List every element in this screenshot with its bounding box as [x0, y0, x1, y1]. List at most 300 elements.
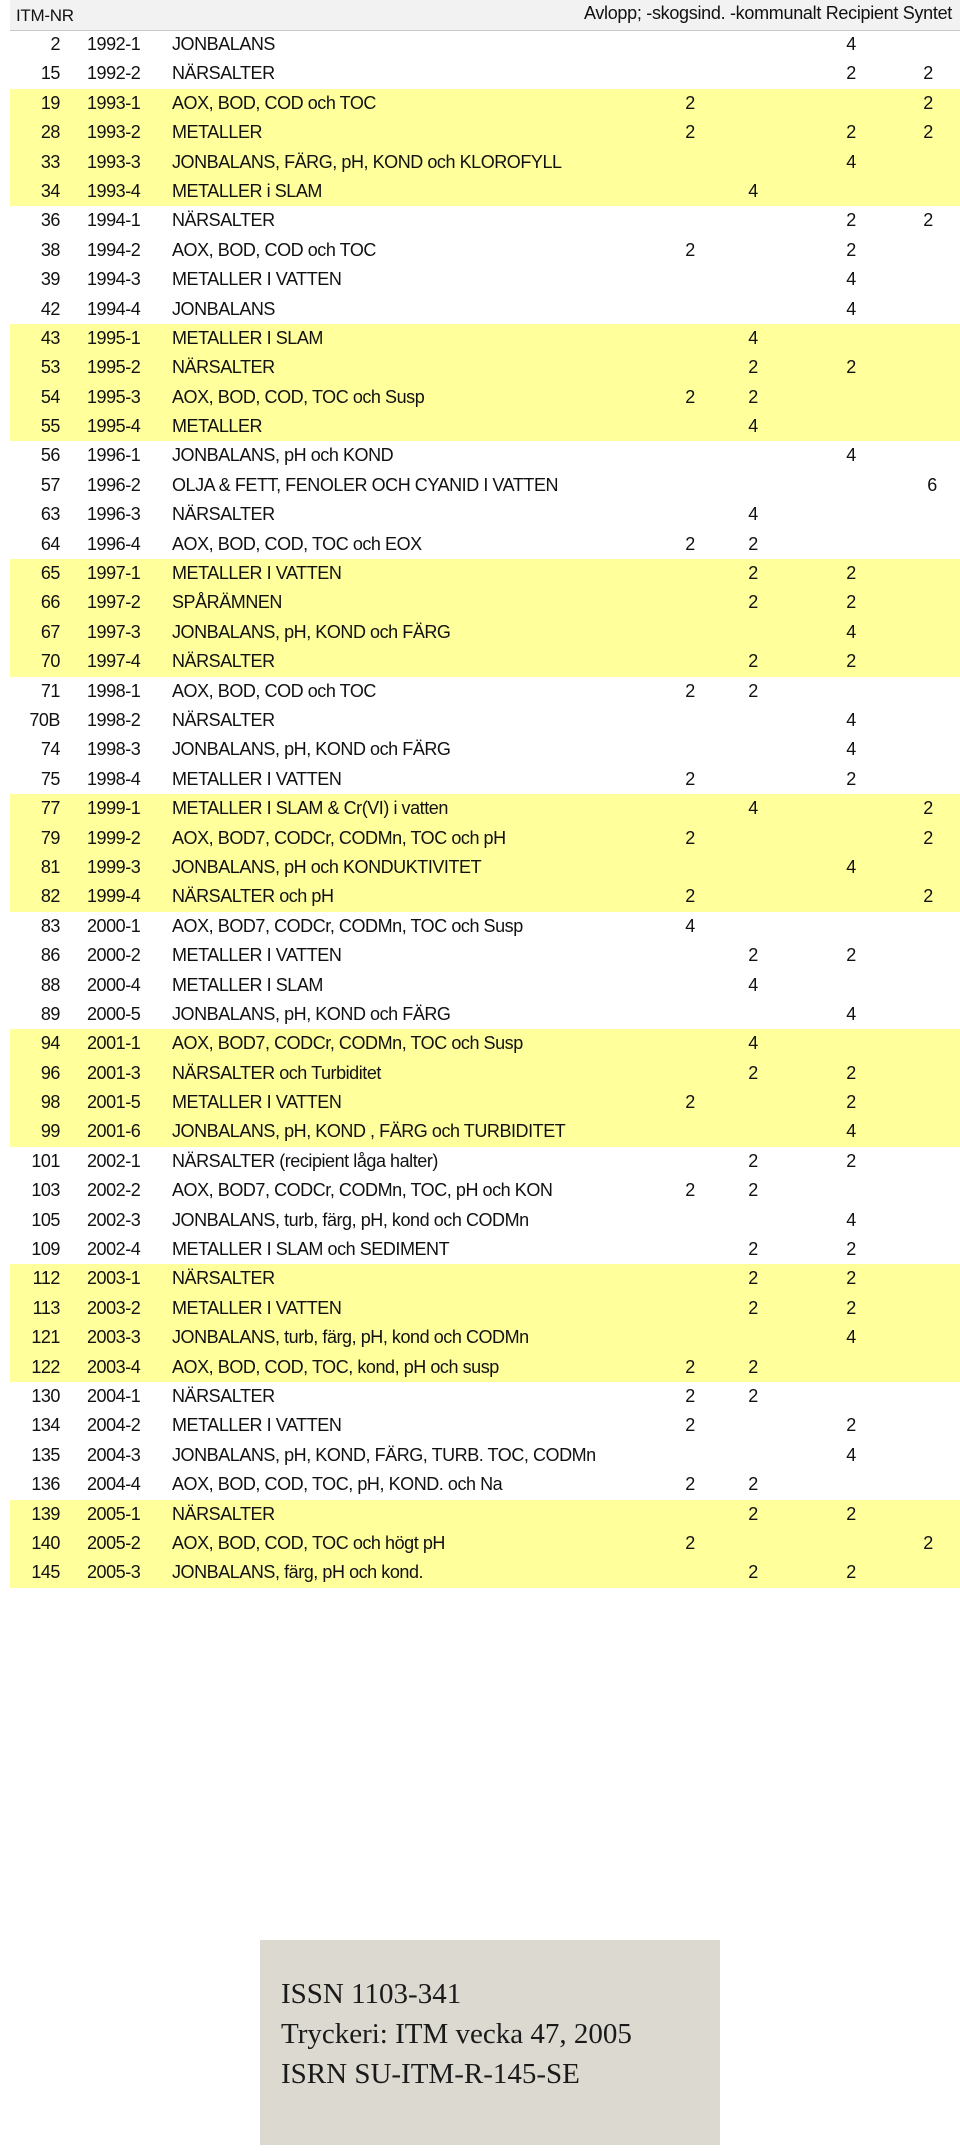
table-row	[10, 941, 960, 970]
report-number: 15	[40, 63, 60, 84]
report-description: METALLER I VATTEN	[172, 563, 342, 584]
value-skogsind: 4	[748, 1033, 758, 1054]
report-number: 77	[40, 798, 60, 819]
report-number: 136	[31, 1474, 60, 1495]
report-description: METALLER I VATTEN	[172, 945, 342, 966]
value-skogsind: 2	[748, 357, 758, 378]
report-year: 1993-3	[87, 151, 141, 172]
value-skogsind: 2	[748, 651, 758, 672]
table-row	[10, 1264, 960, 1293]
report-description: METALLER I VATTEN	[172, 1297, 342, 1318]
value-kommunalt: 2	[846, 768, 856, 789]
value-kommunalt: 2	[846, 210, 856, 231]
report-number: 81	[40, 856, 60, 877]
report-year: 1997-1	[87, 563, 141, 584]
table-row	[10, 441, 960, 470]
value-recipient: 2	[923, 1532, 933, 1553]
report-description: JONBALANS, FÄRG, pH, KOND och KLOROFYLL	[172, 151, 562, 172]
report-number: 33	[40, 151, 60, 172]
report-description: SPÅRÄMNEN	[172, 592, 282, 613]
table-row	[10, 1294, 960, 1323]
value-skogsind: 2	[748, 1150, 758, 1171]
report-number: 38	[40, 239, 60, 260]
value-skogsind: 2	[748, 1474, 758, 1495]
report-description: AOX, BOD, COD, TOC, pH, KOND. och Na	[172, 1474, 503, 1495]
report-number: 79	[40, 827, 60, 848]
report-description: NÄRSALTER (recipient låga halter)	[172, 1150, 438, 1171]
report-year: 1993-1	[87, 92, 141, 113]
report-description: NÄRSALTER och Turbiditet	[172, 1062, 381, 1083]
report-number: 19	[40, 92, 60, 113]
report-number: 63	[40, 504, 60, 525]
table-row	[10, 1382, 960, 1411]
report-year: 1993-2	[87, 122, 141, 143]
report-number: 109	[31, 1239, 60, 1260]
value-skogsind: 2	[748, 1239, 758, 1260]
table-row	[10, 530, 960, 559]
report-year: 2000-1	[87, 915, 141, 936]
report-description: JONBALANS, pH och KOND	[172, 445, 394, 466]
value-kommunalt: 2	[846, 945, 856, 966]
issn-box	[260, 1940, 720, 2145]
report-year: 1996-3	[87, 504, 141, 525]
report-number: 86	[40, 945, 60, 966]
value-avlopp: 2	[685, 1385, 695, 1406]
header-itm-nr: ITM-NR	[16, 6, 74, 25]
table-row	[10, 1147, 960, 1176]
value-syntet: 6	[927, 474, 937, 495]
report-year: 2002-3	[87, 1209, 141, 1230]
value-kommunalt: 2	[846, 1239, 856, 1260]
report-description: METALLER I SLAM & Cr(VI) i vatten	[172, 798, 448, 819]
isrn-number: ISRN SU-ITM-R-145-SE	[281, 2058, 580, 2090]
table-row	[10, 353, 960, 382]
value-skogsind: 2	[748, 386, 758, 407]
report-year: 1997-4	[87, 651, 141, 672]
report-year: 2000-2	[87, 945, 141, 966]
report-description: METALLER I SLAM och SEDIMENT	[172, 1239, 450, 1260]
value-avlopp: 2	[685, 533, 695, 554]
issn-number: ISSN 1103-341	[281, 1978, 462, 2010]
report-description: JONBALANS, turb, färg, pH, kond och CODMn	[172, 1327, 529, 1348]
report-year: 1994-2	[87, 239, 141, 260]
table-row	[10, 794, 960, 823]
report-year: 2001-1	[87, 1033, 141, 1054]
table-row	[10, 618, 960, 647]
table-row	[10, 1529, 960, 1558]
report-year: 1998-4	[87, 768, 141, 789]
table-row	[10, 677, 960, 706]
value-kommunalt: 2	[846, 1562, 856, 1583]
value-skogsind: 4	[748, 180, 758, 201]
table-row	[10, 1470, 960, 1499]
report-description: NÄRSALTER	[172, 504, 275, 525]
value-kommunalt: 2	[846, 563, 856, 584]
table-row	[10, 706, 960, 735]
table-row	[10, 765, 960, 794]
report-description: AOX, BOD, COD, TOC och EOX	[172, 533, 422, 554]
value-kommunalt: 2	[846, 1415, 856, 1436]
report-number: 135	[31, 1444, 60, 1465]
report-number: 83	[40, 915, 60, 936]
report-description: AOX, BOD, COD, TOC och högt pH	[172, 1532, 445, 1553]
table-row	[10, 1235, 960, 1264]
value-avlopp: 2	[685, 1356, 695, 1377]
table-row	[10, 1059, 960, 1088]
value-kommunalt: 2	[846, 239, 856, 260]
report-year: 1995-2	[87, 357, 141, 378]
report-description: AOX, BOD7, CODCr, CODMn, TOC och Susp	[172, 915, 523, 936]
table-row	[10, 971, 960, 1000]
report-year: 1994-4	[87, 298, 141, 319]
value-recipient: 2	[923, 827, 933, 848]
report-number: 140	[31, 1532, 60, 1553]
report-description: NÄRSALTER	[172, 709, 275, 730]
report-number: 89	[40, 1003, 60, 1024]
value-skogsind: 4	[748, 504, 758, 525]
table-row	[10, 1029, 960, 1058]
report-year: 1993-4	[87, 180, 141, 201]
report-description: NÄRSALTER	[172, 1503, 275, 1524]
report-description: METALLER I SLAM	[172, 327, 323, 348]
value-kommunalt: 4	[846, 621, 856, 642]
report-number: 39	[40, 269, 60, 290]
report-year: 1994-3	[87, 269, 141, 290]
value-recipient: 2	[923, 886, 933, 907]
report-year: 2002-4	[87, 1239, 141, 1260]
value-skogsind: 2	[748, 533, 758, 554]
value-avlopp: 2	[685, 122, 695, 143]
report-number: 67	[40, 621, 60, 642]
report-description: JONBALANS, pH, KOND och FÄRG	[172, 739, 451, 760]
report-year: 1998-3	[87, 739, 141, 760]
report-year: 1996-1	[87, 445, 141, 466]
report-year: 2001-6	[87, 1121, 141, 1142]
report-number: 28	[40, 122, 60, 143]
report-year: 1997-3	[87, 621, 141, 642]
report-number: 71	[40, 680, 60, 701]
table-row	[10, 647, 960, 676]
value-kommunalt: 2	[846, 122, 856, 143]
report-number: 75	[40, 768, 60, 789]
table-row	[10, 118, 960, 147]
report-number: 121	[31, 1327, 60, 1348]
value-kommunalt: 2	[846, 1297, 856, 1318]
report-description: NÄRSALTER och pH	[172, 886, 334, 907]
table-row	[10, 1176, 960, 1205]
report-description: JONBALANS, pH, KOND , FÄRG och TURBIDITET	[172, 1121, 566, 1142]
value-skogsind: 4	[748, 416, 758, 437]
report-description: NÄRSALTER	[172, 1385, 275, 1406]
value-kommunalt: 4	[846, 445, 856, 466]
report-number: 96	[40, 1062, 60, 1083]
report-description: METALLER I VATTEN	[172, 269, 342, 290]
report-number: 55	[40, 416, 60, 437]
table-row	[10, 735, 960, 764]
value-skogsind: 2	[748, 1562, 758, 1583]
value-avlopp: 2	[685, 768, 695, 789]
table-row	[10, 1088, 960, 1117]
table-row	[10, 1117, 960, 1146]
report-number: 70	[40, 651, 60, 672]
report-description: JONBALANS, färg, pH och kond.	[172, 1562, 424, 1583]
report-number: 134	[31, 1415, 60, 1436]
value-avlopp: 2	[685, 239, 695, 260]
table-row	[10, 882, 960, 911]
report-number: 139	[31, 1503, 60, 1524]
value-kommunalt: 4	[846, 298, 856, 319]
report-number: 70B	[29, 709, 60, 730]
report-description: NÄRSALTER	[172, 63, 275, 84]
report-year: 2002-1	[87, 1150, 141, 1171]
table-row	[10, 295, 960, 324]
tryckeri-info: Tryckeri: ITM vecka 47, 2005	[281, 2018, 632, 2050]
report-number: 112	[32, 1268, 60, 1289]
report-year: 1995-1	[87, 327, 141, 348]
table-row	[10, 824, 960, 853]
report-year: 2004-1	[87, 1385, 141, 1406]
report-year: 1998-1	[87, 680, 141, 701]
report-year: 2005-2	[87, 1532, 141, 1553]
value-kommunalt: 2	[846, 357, 856, 378]
value-recipient: 2	[923, 122, 933, 143]
table-row	[10, 265, 960, 294]
report-number: 98	[40, 1092, 60, 1113]
report-description: NÄRSALTER	[172, 651, 275, 672]
report-number: 54	[40, 386, 60, 407]
report-number: 99	[40, 1121, 60, 1142]
table-row	[10, 30, 960, 59]
value-avlopp: 2	[685, 886, 695, 907]
report-description: METALLER I VATTEN	[172, 1415, 342, 1436]
report-description: AOX, BOD, COD och TOC	[172, 680, 376, 701]
report-number: 53	[40, 357, 60, 378]
report-number: 56	[40, 445, 60, 466]
value-skogsind: 2	[748, 563, 758, 584]
report-description: AOX, BOD, COD och TOC	[172, 92, 376, 113]
report-number: 57	[40, 474, 60, 495]
report-number: 36	[40, 210, 60, 231]
report-description: NÄRSALTER	[172, 357, 275, 378]
report-year: 1992-2	[87, 63, 141, 84]
value-kommunalt: 2	[846, 1062, 856, 1083]
report-number: 66	[40, 592, 60, 613]
report-description: METALLER I VATTEN	[172, 768, 342, 789]
value-skogsind: 2	[748, 592, 758, 613]
value-kommunalt: 4	[846, 1209, 856, 1230]
table-row	[10, 912, 960, 941]
value-kommunalt: 2	[846, 651, 856, 672]
table-row	[10, 59, 960, 88]
value-avlopp: 4	[685, 915, 695, 936]
table-row	[10, 383, 960, 412]
report-year: 2004-3	[87, 1444, 141, 1465]
report-year: 1994-1	[87, 210, 141, 231]
table-header	[10, 0, 960, 31]
report-description: JONBALANS, pH, KOND och FÄRG	[172, 621, 451, 642]
report-year: 2004-2	[87, 1415, 141, 1436]
table-row	[10, 1558, 960, 1587]
report-description: METALLER	[172, 416, 263, 437]
value-skogsind: 2	[748, 1268, 758, 1289]
table-row	[10, 471, 960, 500]
value-skogsind: 2	[748, 1062, 758, 1083]
table-row	[10, 1500, 960, 1529]
table-row	[10, 148, 960, 177]
report-description: METALLER I SLAM	[172, 974, 323, 995]
report-description: AOX, BOD7, CODCr, CODMn, TOC, pH och KON	[172, 1180, 553, 1201]
report-description: METALLER I VATTEN	[172, 1092, 342, 1113]
value-avlopp: 2	[685, 1474, 695, 1495]
report-number: 94	[40, 1033, 60, 1054]
report-year: 2004-4	[87, 1474, 141, 1495]
report-description: AOX, BOD, COD och TOC	[172, 239, 376, 260]
value-kommunalt: 4	[846, 269, 856, 290]
report-number: 82	[40, 886, 60, 907]
value-recipient: 2	[923, 798, 933, 819]
report-year: 2000-4	[87, 974, 141, 995]
value-avlopp: 2	[685, 386, 695, 407]
report-year: 1998-2	[87, 709, 141, 730]
value-kommunalt: 4	[846, 709, 856, 730]
table-row	[10, 853, 960, 882]
report-number: 103	[31, 1180, 60, 1201]
value-kommunalt: 4	[846, 1444, 856, 1465]
report-year: 2003-1	[87, 1268, 141, 1289]
report-year: 2003-4	[87, 1356, 141, 1377]
report-year: 1999-3	[87, 856, 141, 877]
table-row	[10, 1206, 960, 1235]
report-year: 2005-1	[87, 1503, 141, 1524]
report-number: 42	[40, 298, 60, 319]
report-number: 34	[40, 180, 60, 201]
value-skogsind: 2	[748, 680, 758, 701]
report-description: AOX, BOD7, CODCr, CODMn, TOC och Susp	[172, 1033, 523, 1054]
table-row	[10, 324, 960, 353]
value-skogsind: 4	[748, 327, 758, 348]
report-description: JONBALANS, pH, KOND, FÄRG, TURB. TOC, CODMn	[172, 1444, 596, 1465]
report-description: JONBALANS, pH och KONDUKTIVITET	[172, 856, 482, 877]
report-description: METALLER i SLAM	[172, 180, 322, 201]
report-description: JONBALANS	[172, 298, 275, 319]
value-skogsind: 2	[748, 1297, 758, 1318]
table-row	[10, 412, 960, 441]
value-recipient: 2	[923, 210, 933, 231]
report-description: AOX, BOD, COD, TOC och Susp	[172, 386, 425, 407]
value-kommunalt: 4	[846, 34, 856, 54]
table-row	[10, 559, 960, 588]
report-year: 1996-2	[87, 474, 141, 495]
report-description: JONBALANS	[172, 34, 275, 54]
report-description: OLJA & FETT, FENOLER OCH CYANID I VATTEN	[172, 474, 559, 495]
value-kommunalt: 4	[846, 151, 856, 172]
report-year: 1995-3	[87, 386, 141, 407]
value-kommunalt: 2	[846, 1503, 856, 1524]
report-description: NÄRSALTER	[172, 1268, 275, 1289]
value-avlopp: 2	[685, 1092, 695, 1113]
report-year: 1999-4	[87, 886, 141, 907]
value-kommunalt: 4	[846, 1327, 856, 1348]
value-avlopp: 2	[685, 92, 695, 113]
value-recipient: 2	[923, 63, 933, 84]
table-row	[10, 89, 960, 118]
report-year: 2001-3	[87, 1062, 141, 1083]
table-row	[10, 1353, 960, 1382]
report-year: 1995-4	[87, 416, 141, 437]
report-number: 105	[31, 1209, 60, 1230]
value-avlopp: 2	[685, 1532, 695, 1553]
value-avlopp: 2	[685, 680, 695, 701]
report-description: JONBALANS, pH, KOND och FÄRG	[172, 1003, 451, 1024]
value-skogsind: 4	[748, 974, 758, 995]
report-number: 122	[31, 1356, 60, 1377]
report-description: AOX, BOD, COD, TOC, kond, pH och susp	[172, 1356, 499, 1377]
value-kommunalt: 2	[846, 1150, 856, 1171]
report-year: 1996-4	[87, 533, 141, 554]
report-number: 65	[40, 563, 60, 584]
report-number: 101	[31, 1150, 60, 1171]
value-recipient: 2	[923, 92, 933, 113]
report-year: 1997-2	[87, 592, 141, 613]
report-year: 1992-1	[87, 34, 141, 54]
value-kommunalt: 4	[846, 1003, 856, 1024]
value-kommunalt: 4	[846, 1121, 856, 1142]
report-year: 2003-2	[87, 1297, 141, 1318]
table-row	[10, 500, 960, 529]
table-row	[10, 1000, 960, 1029]
report-number: 43	[40, 327, 60, 348]
report-table	[10, 30, 960, 1588]
table-row	[10, 1411, 960, 1440]
value-kommunalt: 2	[846, 1092, 856, 1113]
value-kommunalt: 4	[846, 856, 856, 877]
value-skogsind: 4	[748, 798, 758, 819]
report-year: 2000-5	[87, 1003, 141, 1024]
report-year: 2002-2	[87, 1180, 141, 1201]
value-kommunalt: 2	[846, 592, 856, 613]
report-description: JONBALANS, turb, färg, pH, kond och CODMn	[172, 1209, 529, 1230]
value-skogsind: 2	[748, 1180, 758, 1201]
table-row	[10, 1323, 960, 1352]
report-year: 2001-5	[87, 1092, 141, 1113]
report-number: 64	[40, 533, 60, 554]
report-year: 2005-3	[87, 1562, 141, 1583]
value-kommunalt: 4	[846, 739, 856, 760]
report-description: AOX, BOD7, CODCr, CODMn, TOC och pH	[172, 827, 506, 848]
header-columns: Avlopp; -skogsind. -kommunalt Recipient Syntet	[583, 3, 952, 23]
report-description: NÄRSALTER	[172, 210, 275, 231]
value-kommunalt: 2	[846, 63, 856, 84]
value-avlopp: 2	[685, 1180, 695, 1201]
report-number: 145	[31, 1562, 60, 1583]
report-number: 74	[40, 739, 60, 760]
report-year: 1999-1	[87, 798, 141, 819]
value-skogsind: 2	[748, 1503, 758, 1524]
table-row	[10, 177, 960, 206]
table-row	[10, 236, 960, 265]
value-skogsind: 2	[748, 1385, 758, 1406]
table-row	[10, 588, 960, 617]
report-number: 88	[40, 974, 60, 995]
value-skogsind: 2	[748, 945, 758, 966]
value-skogsind: 2	[748, 1356, 758, 1377]
value-kommunalt: 2	[846, 1268, 856, 1289]
value-avlopp: 2	[685, 1415, 695, 1436]
report-description: METALLER	[172, 122, 263, 143]
report-number: 113	[32, 1297, 60, 1318]
report-number: 2	[50, 34, 60, 54]
report-year: 1999-2	[87, 827, 141, 848]
